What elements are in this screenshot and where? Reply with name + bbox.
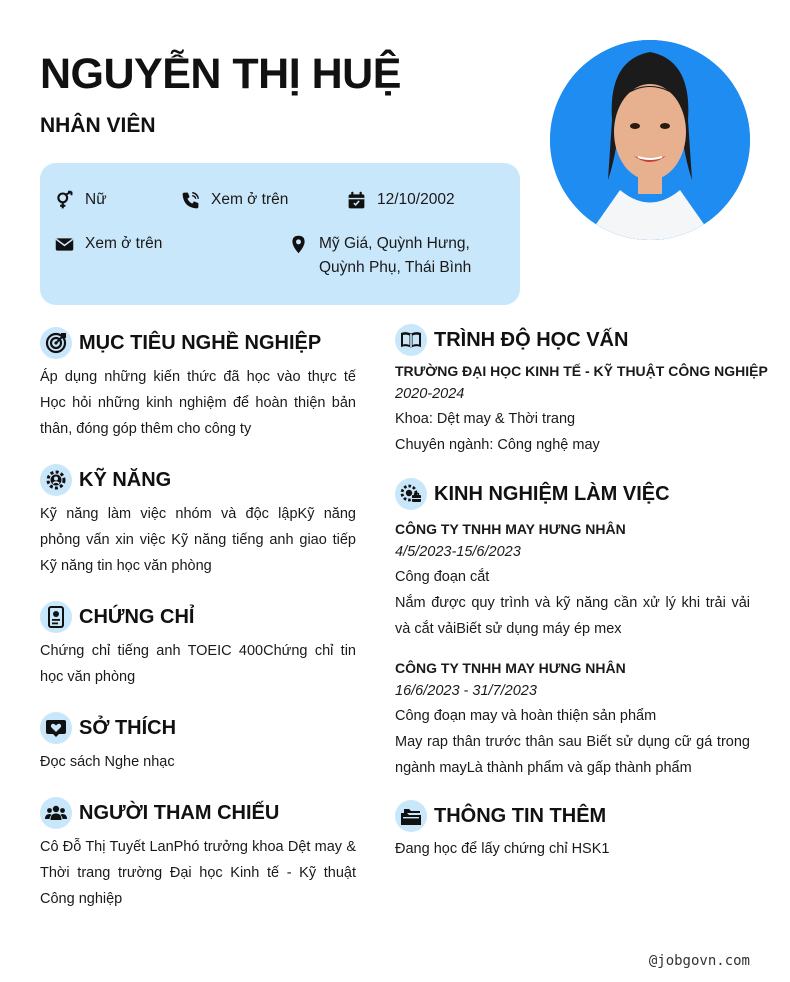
objective-heading [40, 327, 321, 359]
job-1-company: CÔNG TY TNHH MAY HƯNG NHÂN [395, 521, 626, 537]
contact-info-box [40, 163, 520, 305]
additional-text: Đang học để lấy chứng chỉ HSK1 [395, 841, 610, 857]
gender-value: Nữ [85, 191, 107, 208]
hobbies-text: Đọc sách Nghe nhạc [40, 754, 175, 770]
birthday-value: 12/10/2002 [377, 191, 455, 208]
skills-text: Kỹ năng làm việc nhóm và độc lậpKỹ năng phỏng vấn xin việc Kỹ năng tiếng anh giao tiếp Kỹ năng tin học văn phòng [40, 506, 356, 574]
certificates-title: CHỨNG CHỈ [79, 605, 195, 628]
job-2-company: CÔNG TY TNHH MAY HƯNG NHÂN [395, 660, 626, 676]
skills-title: KỸ NĂNG [79, 468, 172, 491]
folder-icon [395, 800, 427, 832]
education-faculty: Khoa: Dệt may & Thời trang [395, 411, 576, 427]
location-pin-icon [288, 234, 309, 255]
objective-text: Áp dụng những kiến thức đã học vào thực tế Học hỏi những kinh nghiệm để hoàn thiện bản thân, đóng góp thêm cho công ty [40, 369, 356, 437]
job-2-description: May rap thân trước thân sau Biết sử dụng cữ gá trong ngành mayLà thành phẩm và gấp thành phẩm [395, 734, 750, 776]
email-item [54, 232, 162, 256]
job-1-description: Nắm được quy trình và kỹ năng cần xử lý khi trải vải và cắt vảiBiết sử dụng máy ép mex [395, 595, 750, 637]
target-icon [40, 327, 72, 359]
job-1-period: 4/5/2023-15/6/2023 [395, 544, 521, 560]
profile-photo [550, 40, 750, 240]
birthday-item [346, 188, 455, 212]
education-school: TRƯỜNG ĐẠI HỌC KINH TẾ - KỸ THUẬT CÔNG NGHIỆP [395, 363, 768, 379]
hobbies-title: SỞ THÍCH [79, 716, 177, 739]
hobbies-heading [40, 712, 176, 744]
experience-heading [395, 478, 670, 510]
phone-value: Xem ở trên [211, 191, 289, 208]
job-2-period: 16/6/2023 - 31/7/2023 [395, 683, 537, 699]
gender-item [54, 188, 107, 212]
education-period: 2020-2024 [395, 386, 465, 402]
job-2-position: Công đoạn may và hoàn thiện sản phẩm [395, 708, 657, 724]
job-title: NHÂN VIÊN [40, 114, 156, 137]
address-line-2: Quỳnh Phụ, Thái Bình [319, 259, 472, 276]
email-icon [54, 234, 75, 255]
phone-item [180, 188, 288, 212]
address-item [288, 232, 471, 280]
calendar-icon [346, 190, 367, 211]
gender-icon [54, 190, 75, 211]
people-icon [40, 797, 72, 829]
book-icon [395, 324, 427, 356]
experience-title: KINH NGHIỆM LÀM VIỆC [434, 482, 670, 505]
address-value [319, 232, 471, 280]
additional-heading [395, 800, 606, 832]
references-title: NGƯỜI THAM CHIẾU [79, 801, 280, 824]
additional-title: THÔNG TIN THÊM [434, 804, 607, 827]
heart-icon [40, 712, 72, 744]
certificate-icon [40, 601, 72, 633]
education-major: Chuyên ngành: Công nghệ may [395, 437, 600, 453]
job-1-position: Công đoạn cắt [395, 569, 490, 585]
address-line-1: Mỹ Giá, Quỳnh Hưng, [319, 235, 470, 252]
avatar-illustration [550, 40, 750, 240]
references-text: Cô Đỗ Thị Tuyết LanPhó trưởng khoa Dệt may & Thời trang trường Đại học Kinh tế - Kỹ thuật Công nghiệp [40, 839, 356, 907]
watermark: @jobgovn.com [648, 953, 750, 969]
certificates-text: Chứng chỉ tiếng anh TOEIC 400Chứng chỉ tin học văn phòng [40, 643, 356, 685]
objective-title: MỤC TIÊU NGHỀ NGHIỆP [79, 331, 322, 354]
education-heading [395, 324, 628, 356]
education-title: TRÌNH ĐỘ HỌC VẤN [434, 328, 629, 351]
candidate-name: NGUYỄN THỊ HUỆ [40, 50, 401, 98]
work-gear-icon [395, 478, 427, 510]
certificates-heading [40, 601, 194, 633]
skill-gear-icon [40, 464, 72, 496]
phone-icon [180, 190, 201, 211]
email-value: Xem ở trên [85, 235, 163, 252]
skills-heading [40, 464, 171, 496]
references-heading [40, 797, 279, 829]
